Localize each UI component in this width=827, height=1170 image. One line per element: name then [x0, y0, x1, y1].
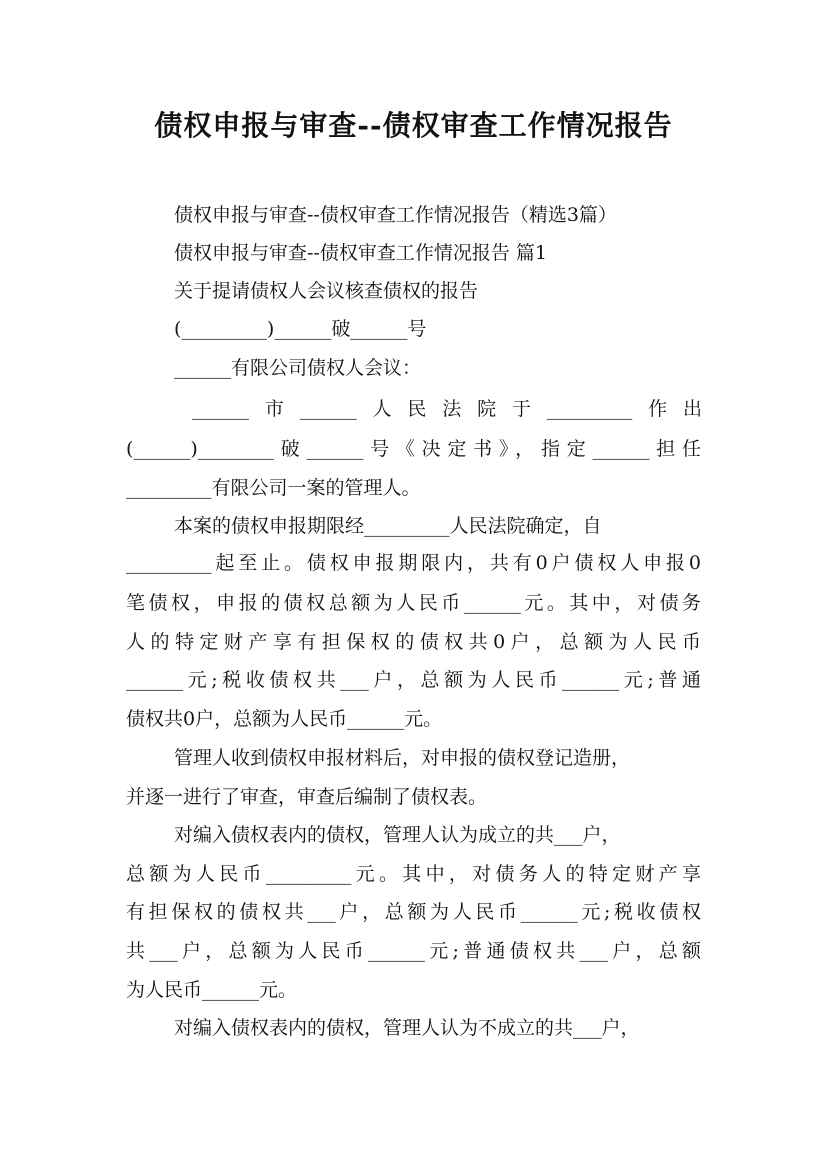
text-line: 人的特定财产享有担保权的债权共0户，总额为人民币 — [126, 631, 701, 653]
text-line: (_________)______破______号 — [174, 318, 427, 340]
text-line: ______元;税收债权共___户，总额为人民币______元;普通 — [126, 669, 701, 691]
text-line: 管理人收到债权申报材料后，对申报的债权登记造册， — [174, 747, 631, 769]
text-line: ______市______人民法院于_________作出 — [192, 398, 702, 420]
text-line: 有担保权的债权共___户，总额为人民币______元;税收债权 — [126, 901, 701, 923]
text-line: 对编入债权表内的债权，管理人认为不成立的共___户， — [174, 1017, 640, 1039]
text-line: 债权申报与审查--债权审查工作情况报告（精选3篇） — [174, 204, 617, 226]
text-line: 对编入债权表内的债权，管理人认为成立的共___户， — [174, 824, 621, 846]
text-line: 笔债权，申报的债权总额为人民币______元。其中，对债务 — [126, 592, 701, 614]
text-line: _________有限公司一案的管理人。 — [126, 477, 421, 499]
text-line: 并逐一进行了审查，审查后编制了债权表。 — [126, 786, 488, 808]
text-line: 债权申报与审查--债权审查工作情况报告 篇1 — [174, 242, 547, 264]
text-line: 关于提请债权人会议核查债权的报告 — [174, 280, 479, 302]
text-line: _________起至止。债权申报期限内，共有0户债权人申报0 — [126, 552, 701, 574]
text-line: 总额为人民币_________元。其中，对债务人的特定财产享 — [126, 863, 701, 885]
text-line: 为人民币______元。 — [126, 979, 298, 1001]
document-title: 债权申报与审查--债权审查工作情况报告 — [154, 109, 673, 142]
text-line: 本案的债权申报期限经_________人民法院确定，自 — [174, 515, 602, 537]
text-line: ______有限公司债权人会议： — [174, 357, 422, 379]
text-line: 共___户，总额为人民币______元;普通债权共___户，总额 — [126, 940, 701, 962]
text-line: 债权共0户，总额为人民币______元。 — [126, 708, 443, 730]
text-line: (______)________破______号《决定书》，指定______担任 — [126, 438, 701, 460]
